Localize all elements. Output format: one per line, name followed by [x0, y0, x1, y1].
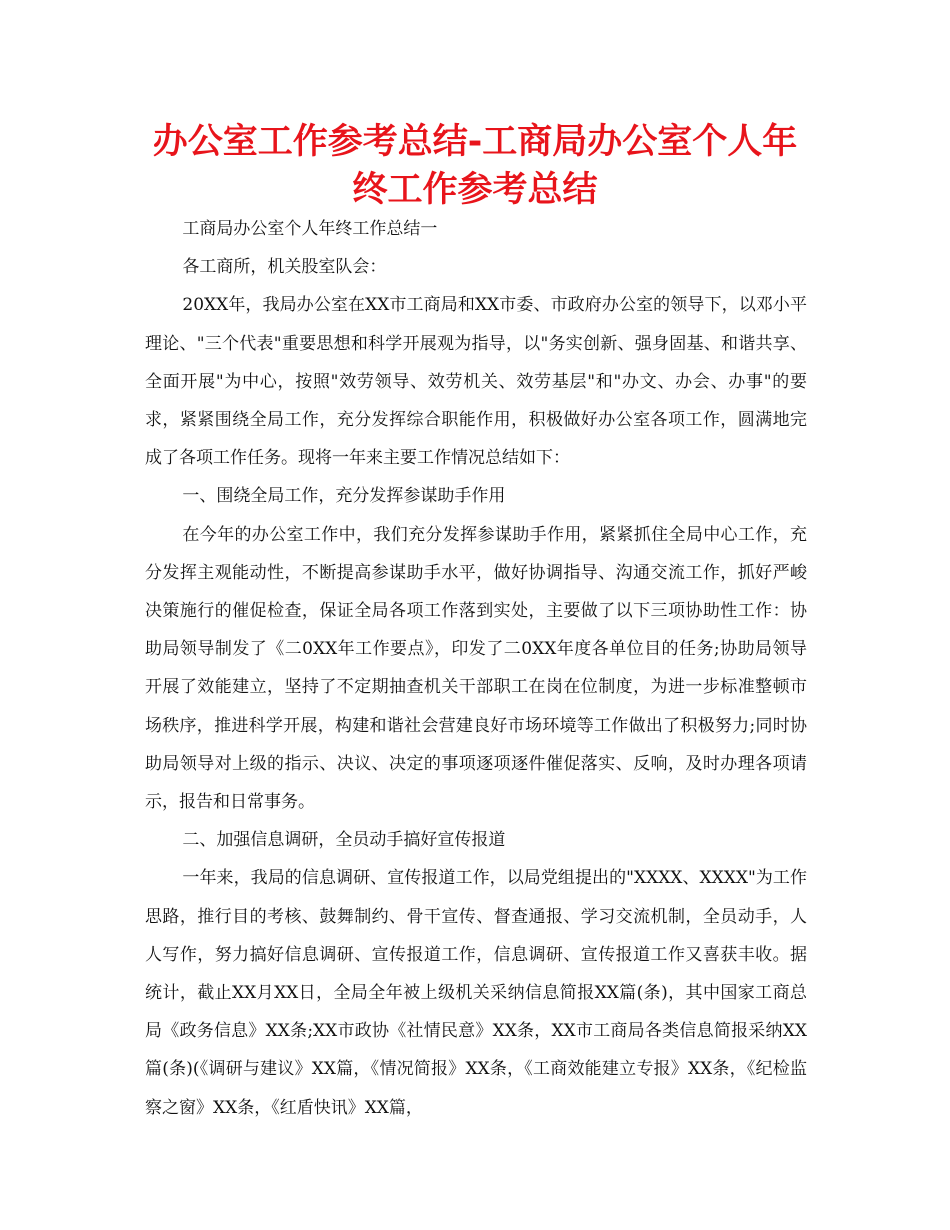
paragraph-salutation: 各工商所，机关股室队会：	[182, 257, 387, 278]
section-heading-1: 一、围绕全局工作，充分发挥参谋助手作用	[182, 486, 506, 507]
paragraph-section-1: 在今年的办公室工作中，我们充分发挥参谋助手作用，紧紧抓住全局中心工作，充分发挥主观能动性，不断提高参谋助手水平，做好协调指导、沟通交流工作，抓好严峻决策施行的催促检查，保证全局各项工作落到实处，主要做了以下三项协助性工作：协助局领导制发了《二0XX年工作要点》，印发了二0XX年度各单位目的任务;协助局领导开展了效能建立，坚持了不定期抽查机关干部职工在岗在位制度，为进一步标准整顿市场秩序，推进科学开展，构建和谐社会营建良好市场环境等工作做出了积极努力;同时协助局领导对上级的指示、决议、决定的事项逐项逐件催促落实、反响，及时办理各项请示，报告和日常事务。	[145, 524, 807, 813]
document-title: 办公室工作参考总结-工商局办公室个人年终工作参考总结	[152, 122, 798, 210]
section-heading-2: 二、加强信息调研，全员动手搞好宣传报道	[182, 830, 506, 851]
paragraph-heading: 工商局办公室个人年终工作总结一	[182, 219, 438, 239]
paragraph-intro: 20XX年，我局办公室在XX市工商局和XX市委、市政府办公室的领导下，以邓小平理论、"三个代表"重要思想和科学开展观为指导，以"务实创新、强身固基、和谐共享、全面开展"为中心，按照"效劳领导、效劳机关、效劳基层"和"办文、办会、办事"的要求，紧紧围绕全局工作，充分发挥综合职能作用，积极做好办公室各项工作，圆满地完成了各项工作任务。现将一年来主要工作情况总结如下：	[145, 295, 807, 469]
paragraph-section-2: 一年来，我局的信息调研、宣传报道工作，以局党组提出的"XXXX、XXXX"为工作思路，推行目的考核、鼓舞制约、骨干宣传、督查通报、学习交流机制，全员动手，人人写作，努力搞好信息调研、宣传报道工作，信息调研、宣传报道工作又喜获丰收。据统计，截止XX月XX日，全局全年被上级机关采纳信息简报XX篇(条)，其中国家工商总局《政务信息》XX条;XX市政协《社情民意》XX条，XX市工商局各类信息简报采纳XX篇(条)(《调研与建议》XX篇，《情况简报》XX条，《工商效能建立专报》XX条，《纪检监察之窗》XX条，《红盾快讯》XX篇，	[145, 868, 807, 1118]
document-body	[145, 210, 807, 1127]
